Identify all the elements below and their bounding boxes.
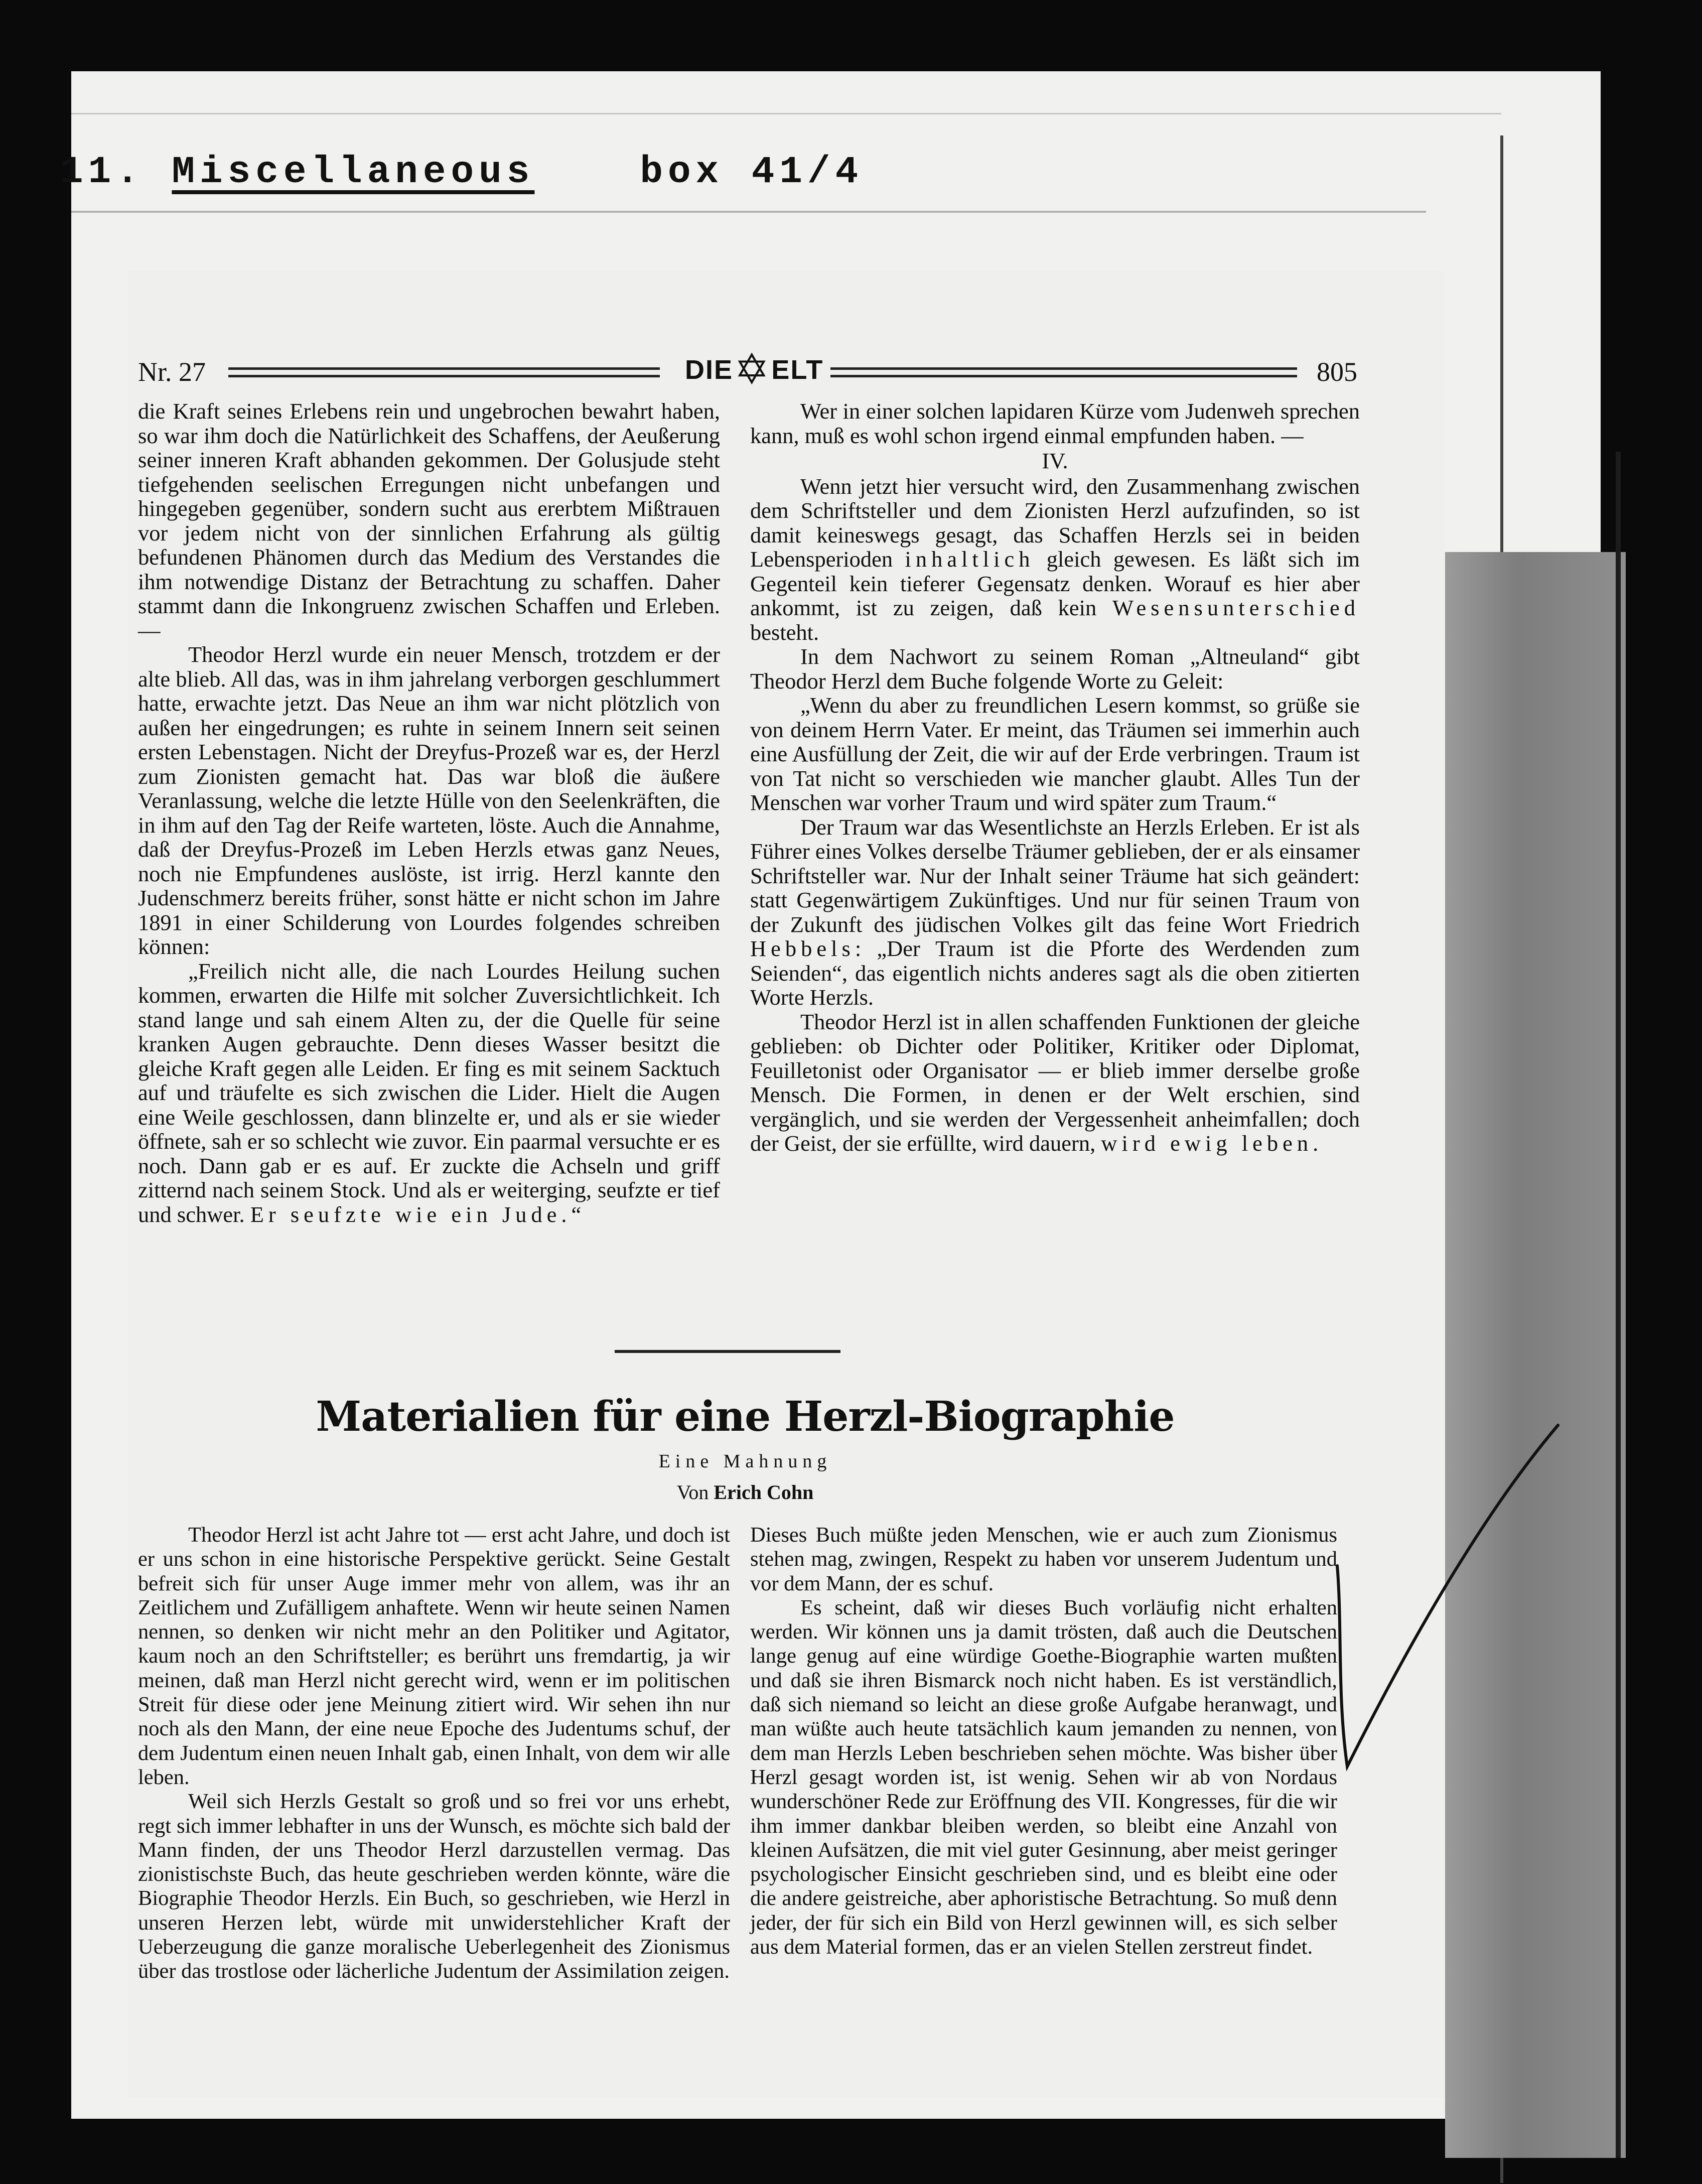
title-part-right: ELT (771, 355, 824, 385)
newspaper-clipping (128, 271, 1445, 2098)
emphasized-text: inhaltlich (905, 547, 1035, 572)
article2-subtitle: Eine Mahnung (658, 1451, 832, 1472)
text-run: : „Der Traum ist die Pforte des Werdenden zum Seienden“, das eigentlich nichts anderes sagt als die oben zitierten Worte Herzls. (750, 936, 1360, 1010)
text-run: “ (571, 1201, 582, 1227)
text-run: In dem Nachwort zu seinem Roman „Altneuland“ gibt Theodor Herzl dem Buche folgende Worte zu Geleit: (750, 644, 1360, 694)
byline-prefix: Von (676, 1481, 709, 1504)
text-run: „Wenn du aber zu freundlichen Lesern kommst, so grüße sie von deinem Herrn Vater. Er meint, das Träumen sei immerhin auch eine Ausfüllung der Zeit, die wir auf der Erde verbringen. Traum ist von Tat nicht so verschieden wie mancher glaubt. Alles Tun der Menschen war vorher Traum und wird später zum Traum.“ (750, 693, 1360, 815)
archive-label (60, 151, 863, 194)
emphasized-text: wird ewig leben. (1101, 1131, 1323, 1156)
author-name: Erich Cohn (714, 1481, 814, 1504)
paragraph (750, 1010, 1360, 1156)
text-run: Theodor Herzl ist acht Jahre tot — erst acht Jahre, und doch ist er uns schon in eine historische Perspektive gerückt. Seine Gestalt befreit sich für unser Auge immer mehr von allem, was ihr an Zeitlichem und Zufälligem anhaftete. Wenn wir heute seinen Namen nennen, so denken wir nicht mehr an den Politiker und Agitator, kaum noch an den Schriftsteller; es berührt uns fremdartig, ja wir meinen, daß man Herzl nicht gerecht wird, wenn er im politischen Streit für diese oder jene Meinung zitiert wird. Wir sehen ihn nur noch als den Mann, der eine neue Epoche des Judentums schuf, der dem Judentum einen neuen Inhalt gab, einen Inhalt, von dem wir alle leben. (138, 1523, 730, 1789)
masthead-rule-right (830, 367, 1297, 377)
archive-label-rule (71, 211, 1426, 213)
paragraph (750, 815, 1360, 1010)
page-number: 805 (1317, 357, 1357, 387)
paragraph (138, 1523, 730, 1790)
text-run: Theodor Herzl ist in allen schaffenden Funktionen der gleiche geblieben: ob Dichter oder Politiker, Kritiker oder Diplomat, Feuilletonist oder Organisator — er blieb immer derselbe große Mensch. Die Formen, in denen er der Welt erschien, sind vergänglich, und sie werden der Vergessenheit anheimfallen; doch der Geist, der sie erfüllte, wird dauern, (750, 1009, 1360, 1156)
text-run: Dieses Buch müßte jeden Menschen, wie er auch zum Zionismus stehen mag, zwingen, Respekt zu haben vor unserem Judentum und vor dem Mann, der es schuf. (750, 1523, 1337, 1595)
paragraph (750, 474, 1360, 645)
paragraph (750, 693, 1360, 815)
archive-sheet-rule-top (71, 113, 1501, 114)
text-run: besteht. (750, 619, 819, 645)
article2-left-column (138, 1523, 730, 1984)
archive-number: 11. (60, 151, 144, 194)
text-run: die Kraft seines Erlebens rein und ungebrochen bewahrt haben, so war ihm doch die Natürlichkeit des Schaffens, der Aeußerung seiner inneren Kraft abhanden gekommen. Der Golusjude steht tiefgehenden seelischen Erregungen nicht unbefangen und hingegeben gegenüber, sondern sucht aus ererbtem Mißtrauen vor jedem nicht von der sinnlichen Erfahrung als gültig befundenen Phänomen durch das Medium des Verstandes die ihm notwendige Distanz der Betrachtung zu schaffen. Daher stammt dann die Inkongruenz zwischen Schaffen und Erleben. — (138, 398, 720, 643)
masthead-rule-left (228, 367, 660, 377)
text-run: Der Traum war das Wesentlichste an Herzls Erleben. Er ist als Führer eines Volkes derselbe Träumer geblieben, der er als einsamer Schriftsteller war. Nur der Inhalt seiner Träume hat sich geändert: statt Gegenwärtigem Zukünftiges. Und nur für seinen Traum von der Zukunft des jüdischen Volkes gilt das feine Wort Friedrich (750, 814, 1360, 937)
archive-box: box 41/4 (640, 151, 864, 194)
paragraph (750, 1523, 1337, 1596)
masthead (138, 346, 1357, 396)
paragraph (138, 959, 720, 1227)
star-of-david-icon: ✡ (734, 346, 771, 393)
check-mark-stroke (1337, 1425, 1558, 1766)
title-part-left: DIE (685, 355, 734, 385)
article1-left-column (138, 399, 720, 1226)
text-run: Es scheint, daß wir dieses Buch vorläufig nicht erhalten werden. Wir können uns ja damit trösten, daß auch die Deutschen lange genug auf eine würdige Goethe-Biographie warten mußten und daß sie ihren Bismarck noch nicht haben. Es ist verständlich, daß sich niemand so leicht an diese große Aufgabe heranwagt, und man wüßte auch heute tatsächlich kaum jemanden zu nennen, von dem man Herzls Leben beschrieben sehen möchte. Was bisher über Herzl gesagt worden ist, ist wenig. Sehen wir ab von Nordaus wunderschöner Rede zur Eröffnung des VII. Kongresses, für die wir ihm immer dankbar bleiben werden, so bleibt eine Anzahl von kleinen Aufsätzen, die mit viel guter Gesinnung, aber meist geringer psychologischer Einsicht geschrieben sind, und es bleibt eine oder die andere geistreiche, aber aphoristische Betrachtung. So muß denn jeder, der für sich ein Bild von Herzl gewinnen will, es sich selber aus dem Material formen, das er an vielen Stellen zerstreut findet. (750, 1595, 1337, 1959)
paragraph (750, 1596, 1337, 1959)
article2-right-column (750, 1523, 1337, 1959)
text-run: Wenn jetzt hier versucht wird, den Zusammenhang zwischen dem Schriftsteller und dem Zionisten Herzl aufzufinden, so ist damit keineswegs gesagt, das Schaffen Herzls sei in beiden Lebensperioden (750, 473, 1360, 572)
archive-category: Miscellaneous (172, 151, 535, 194)
paragraph (750, 399, 1360, 448)
paragraph (138, 642, 720, 959)
paper-shadow-strip (1445, 552, 1626, 2158)
article1-right-column (750, 399, 1360, 1156)
emphasized-text: Wesensunterschied (1112, 595, 1360, 620)
text-run: Theodor Herzl wurde ein neuer Mensch, trotzdem er der alte blieb. All das, was in ihm jahrelang verborgen geschlummert hatte, erwachte jetzt. Das Neue an ihm war nicht plötzlich von außen her eingedrungen; es ruhte in seinem Innern seit seinen ersten Lebenstagen. Nicht der Dreyfus-Prozeß war es, der Herzl zum Zionisten gemacht hat. Das war bloß die äußere Veranlassung, welche die letzte Hülle von den Seelenkräften, die in ihm auf den Tag der Reife warteten, löste. Auch die Annahme, daß der Dreyfus-Prozeß im Leben Herzls etwas ganz Neues, noch nie Empfundenes auslöste, ist irrig. Herzl kannte den Judenschmerz bereits früher, sonst hätte er nicht schon im Jahre 1891 in einer Schilderung von Lourdes folgendes schreiben können: (138, 642, 720, 959)
paragraph (750, 644, 1360, 693)
text-run: „Freilich nicht alle, die nach Lourdes Heilung suchen kommen, erwarten die Hilfe mit solcher Zuversichtlichkeit. Ich stand lange und sah einem Alten zu, der die Quelle für seine kranken Augen gebrauchte. Denn dieses Wasser besitzt die gleiche Kraft gegen alle Leiden. Er fing es mit seinem Sacktuch auf und träufelte es sich zwischen die Lider. Hielt die Augen eine Weile geschlossen, dann blinzelte er, und als er sie wieder öffnete, sah er so schlecht wie zuvor. Ein paarmal versuchte er es noch. Dann gab er es auf. Er zuckte die Achseln und griff zitternd nach seinem Stock. Und als er weiterging, seufzte er tief und schwer. (138, 958, 720, 1227)
issue-number: Nr. 27 (138, 357, 206, 387)
article2-byline (128, 1480, 1362, 1504)
text-run: gleich gewesen. Es läßt sich im Gegenteil kein tieferer Gegensatz denken. Worauf es hier aber ankommt, ist zu zeigen, daß kein (750, 547, 1360, 620)
emphasized-text: Er seufzte wie ein Jude. (250, 1201, 572, 1227)
text-run: Weil sich Herzls Gestalt so groß und so frei vor uns erhebt, regt sich immer lebhafter in uns der Wunsch, es möchte sich bald der Mann finden, der uns Theodor Herzl darzustellen vermag. Das zionistischste Buch, das heute geschrieben werden könnte, wäre die Biographie Theodor Herzls. Ein Buch, so geschrieben, wie Herzl in unseren Herzen lebt, würde mit unwiderstehlicher Kraft der Ueberzeugung die ganze moralische Ueberlegenheit des Zionismus über das trostlose oder lächerliche Judentum der Assimilation zeigen. (138, 1790, 730, 1983)
check-mark-icon (1322, 1415, 1563, 1777)
paragraph (138, 399, 720, 642)
article2-title: Materialien für eine Herzl-Biographie (316, 1393, 1175, 1441)
emphasized-text: Hebbels (750, 936, 855, 961)
section-heading: IV. (1042, 448, 1068, 473)
paragraph (138, 1790, 730, 1983)
article-divider (615, 1350, 840, 1353)
text-run: Wer in einer solchen lapidaren Kürze vom Judenweh sprechen kann, muß es wohl schon irgend einmal empfunden haben. — (750, 398, 1360, 448)
paper-shadow-edge (1616, 452, 1621, 2158)
newspaper-title (685, 346, 824, 393)
